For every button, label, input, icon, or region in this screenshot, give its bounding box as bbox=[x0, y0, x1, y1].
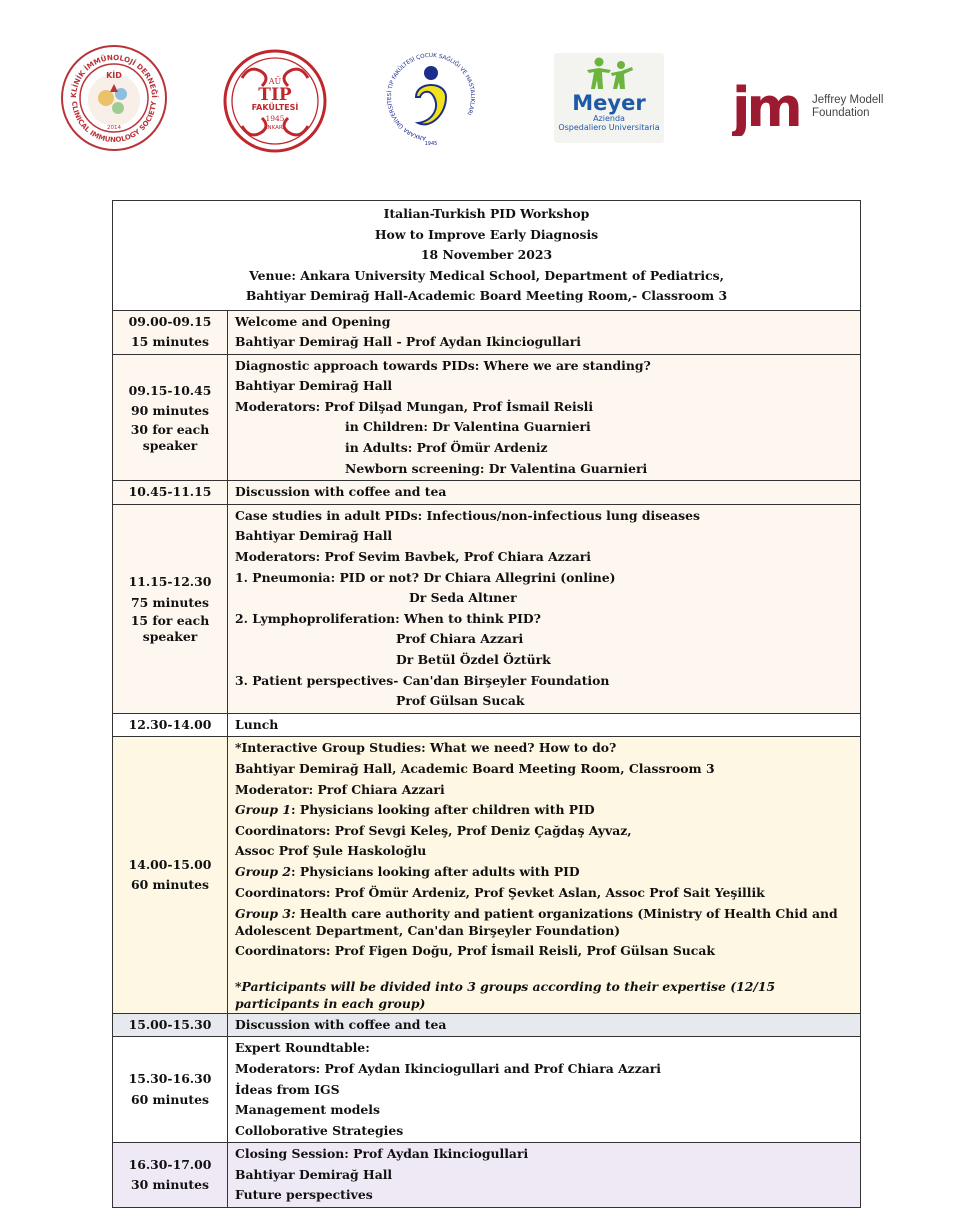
session-title: Welcome and Opening bbox=[235, 313, 391, 329]
schedule-row bbox=[113, 1143, 861, 1208]
time-range: 15.00-15.30 bbox=[128, 1016, 212, 1032]
session-line: Newborn screening: Dr Valentina Guarnieri bbox=[345, 460, 648, 476]
group-3-text: Health care authority and patient organizations (Ministry of Health Chid and Adolescent Department, Can'dan Birşeyler Foundation) bbox=[235, 906, 838, 939]
schedule-row bbox=[113, 713, 861, 737]
svg-text:1945: 1945 bbox=[424, 141, 438, 147]
jm-name-line-2: Foundation bbox=[812, 107, 870, 119]
sponsor-logos bbox=[0, 0, 973, 170]
duration: 15 minutes bbox=[131, 334, 209, 350]
group-1-label: Group 1 bbox=[235, 802, 291, 818]
duration: 60 minutes bbox=[131, 1091, 209, 1107]
group-1-text: : Physicians looking after children with PID bbox=[290, 802, 595, 818]
time-cell bbox=[113, 1037, 228, 1143]
session-line: Colloborative Strategies bbox=[235, 1122, 404, 1138]
session-line: 3. Patient perspectives- Can'dan Birşeyler Foundation bbox=[235, 672, 610, 688]
session-line: in Adults: Prof Ömür Ardeniz bbox=[345, 440, 548, 456]
session-cell bbox=[228, 504, 861, 713]
time-range: 09.00-09.15 bbox=[128, 313, 212, 329]
session-title: Discussion with coffee and tea bbox=[235, 1016, 447, 1032]
workshop-subtitle: How to Improve Early Diagnosis bbox=[374, 226, 599, 242]
session-line: Moderators: Prof Dilşad Mungan, Prof İsmail Reisli bbox=[235, 398, 594, 414]
session-line: Prof Chiara Azzari bbox=[396, 631, 524, 647]
svg-text:KLİNİK İMMÜNOLOJİ DERNEĞİ: KLİNİK İMMÜNOLOJİ DERNEĞİ bbox=[68, 52, 160, 99]
session-line: Bahtiyar Demirağ Hall bbox=[235, 378, 393, 394]
session-line: Dr Betül Özdel Öztürk bbox=[396, 652, 551, 667]
schedule-row bbox=[113, 310, 861, 354]
session-title: Case studies in adult PIDs: Infectious/non-infectious lung diseases bbox=[235, 507, 700, 523]
workshop-venue: Venue: Ankara University Medical School, Department of Pediatrics, bbox=[249, 267, 724, 283]
group-1-coordinators: Coordinators: Prof Sevgi Keleş, Prof Deniz Çağdaş Ayvaz, bbox=[235, 822, 632, 838]
time-range: 14.00-15.00 bbox=[128, 856, 212, 872]
time-range: 16.30-17.00 bbox=[128, 1156, 212, 1172]
group-1-line bbox=[235, 800, 854, 821]
jeffrey-modell-foundation-logo bbox=[728, 70, 928, 136]
group-3-label: Group 3: bbox=[235, 906, 296, 922]
meyer-hospital-logo bbox=[554, 53, 664, 143]
workshop-schedule-table bbox=[112, 200, 861, 1208]
meyer-subtitle-2: Ospedaliero Universitaria bbox=[558, 123, 660, 132]
svg-text:FAKÜLTESİ: FAKÜLTESİ bbox=[251, 103, 299, 112]
participants-note: *Participants will be divided into 3 groups according to their expertise (12/15 participants in each group) bbox=[235, 978, 776, 1011]
pediatrics-department-logo bbox=[384, 45, 478, 149]
time-cell bbox=[113, 737, 228, 1013]
schedule-row bbox=[113, 1037, 861, 1143]
pediatrics-seal-icon bbox=[384, 45, 478, 149]
session-title: Diagnostic approach towards PIDs: Where we are standing? bbox=[235, 357, 651, 373]
jm-name-line-1: Jeffrey Modell bbox=[812, 94, 884, 106]
session-title: Expert Roundtable: bbox=[235, 1040, 370, 1056]
time-range: 15.30-16.30 bbox=[128, 1071, 212, 1087]
svg-text:ANKARA ÜNİVERSİTESİ TIP FAKÜLT: ANKARA ÜNİVERSİTESİ TIP FAKÜLTESİ ÇOCUK SAĞLIĞI VE HASTALIKLARI bbox=[387, 52, 476, 141]
jm-monogram-icon bbox=[732, 70, 812, 136]
time-cell bbox=[113, 1013, 228, 1037]
meyer-subtitle-1: Azienda bbox=[593, 114, 625, 123]
group-2-text: : Physicians looking after adults with PID bbox=[290, 863, 580, 879]
svg-text:CLINICAL IMMUNOLOGY SOCIETY: CLINICAL IMMUNOLOGY SOCIETY bbox=[69, 100, 159, 145]
session-line: Moderators: Prof Sevim Bavbek, Prof Chiara Azzari bbox=[235, 549, 592, 565]
schedule-row bbox=[113, 354, 861, 481]
session-line: Prof Gülsan Sucak bbox=[396, 693, 525, 709]
svg-text:KİD: KİD bbox=[106, 71, 122, 80]
time-cell bbox=[113, 713, 228, 737]
svg-text:ANKARA: ANKARA bbox=[263, 125, 287, 131]
meyer-figures-icon bbox=[579, 56, 639, 90]
svg-text:AÜ: AÜ bbox=[268, 77, 282, 86]
group-2-coordinators: Coordinators: Prof Ömür Ardeniz, Prof Şevket Aslan, Assoc Prof Sait Yeşillik bbox=[235, 884, 765, 900]
session-cell bbox=[228, 310, 861, 354]
session-line: Bahtiyar Demirağ Hall - Prof Aydan Ikinciogullari bbox=[235, 334, 581, 350]
workshop-venue-rooms: Bahtiyar Demirağ Hall-Academic Board Meeting Room,- Classroom 3 bbox=[245, 288, 728, 303]
svg-text:TIP: TIP bbox=[258, 85, 292, 105]
kid-society-logo bbox=[58, 42, 170, 154]
speaker-time: 30 for each speaker bbox=[130, 421, 210, 453]
group-3-line bbox=[235, 903, 854, 939]
session-cell bbox=[228, 1013, 861, 1037]
duration: 60 minutes bbox=[131, 877, 209, 893]
session-line: Future perspectives bbox=[235, 1187, 373, 1203]
time-range: 11.15-12.30 bbox=[128, 574, 212, 590]
session-line: Bahtiyar Demirağ Hall bbox=[235, 528, 393, 544]
time-range: 12.30-14.00 bbox=[128, 716, 212, 732]
duration: 30 minutes bbox=[131, 1177, 209, 1193]
time-cell bbox=[113, 354, 228, 481]
session-cell bbox=[228, 713, 861, 737]
time-range: 09.15-10.45 bbox=[128, 382, 212, 398]
svg-text:jm: jm bbox=[732, 76, 799, 136]
group-2-label: Group 2 bbox=[235, 863, 291, 879]
session-line: Dr Seda Altıner bbox=[409, 590, 517, 606]
session-title: Lunch bbox=[235, 716, 279, 732]
session-line: Bahtiyar Demirağ Hall bbox=[235, 1166, 393, 1182]
schedule-row bbox=[113, 737, 861, 1013]
group-2-line bbox=[235, 862, 854, 883]
duration: 90 minutes bbox=[131, 403, 209, 419]
svg-text:1945: 1945 bbox=[265, 114, 285, 123]
session-line: in Children: Dr Valentina Guarnieri bbox=[345, 419, 591, 435]
time-cell bbox=[113, 310, 228, 354]
group-1-coordinators-cont: Assoc Prof Şule Haskoloğlu bbox=[235, 843, 427, 859]
session-line: Bahtiyar Demirağ Hall, Academic Board Meeting Room, Classroom 3 bbox=[235, 760, 715, 776]
session-cell bbox=[228, 1037, 861, 1143]
session-line: Moderators: Prof Aydan Ikinciogullari and Prof Chiara Azzari bbox=[235, 1060, 662, 1076]
session-cell bbox=[228, 481, 861, 505]
meyer-name: Meyer bbox=[572, 91, 646, 115]
svg-text:2014: 2014 bbox=[107, 125, 121, 131]
duration: 75 minutes bbox=[131, 594, 209, 610]
workshop-title: Italian-Turkish PID Workshop bbox=[383, 206, 590, 221]
time-cell bbox=[113, 481, 228, 505]
schedule-row bbox=[113, 481, 861, 505]
session-title: *Interactive Group Studies: What we need? How to do? bbox=[235, 740, 617, 756]
speaker-time: 15 for each speaker bbox=[130, 613, 210, 645]
session-cell bbox=[228, 737, 861, 1013]
schedule-row bbox=[113, 1013, 861, 1037]
header-row bbox=[113, 201, 861, 311]
ankara-medical-faculty-logo bbox=[222, 48, 328, 154]
workshop-header bbox=[113, 201, 861, 311]
session-cell bbox=[228, 354, 861, 481]
jm-foundation-name bbox=[812, 94, 883, 120]
spacer bbox=[235, 962, 854, 974]
session-cell bbox=[228, 1143, 861, 1208]
session-line: Moderator: Prof Chiara Azzari bbox=[235, 781, 445, 797]
kid-seal-icon bbox=[58, 42, 170, 154]
session-line: 2. Lymphoproliferation: When to think PID? bbox=[235, 610, 541, 626]
session-line: Management models bbox=[235, 1102, 380, 1118]
time-range: 10.45-11.15 bbox=[128, 484, 212, 500]
session-title: Closing Session: Prof Aydan Ikinciogullari bbox=[235, 1146, 529, 1162]
workshop-date: 18 November 2023 bbox=[420, 247, 553, 262]
schedule-row bbox=[113, 504, 861, 713]
session-title: Discussion with coffee and tea bbox=[235, 484, 447, 500]
time-cell bbox=[113, 504, 228, 713]
session-line: İdeas from IGS bbox=[235, 1081, 340, 1097]
group-3-coordinators: Coordinators: Prof Figen Doğu, Prof İsmail Reisli, Prof Gülsan Sucak bbox=[235, 943, 715, 959]
tip-seal-icon bbox=[222, 48, 328, 154]
time-cell bbox=[113, 1143, 228, 1208]
session-line: 1. Pneumonia: PID or not? Dr Chiara Allegrini (online) bbox=[235, 569, 616, 585]
